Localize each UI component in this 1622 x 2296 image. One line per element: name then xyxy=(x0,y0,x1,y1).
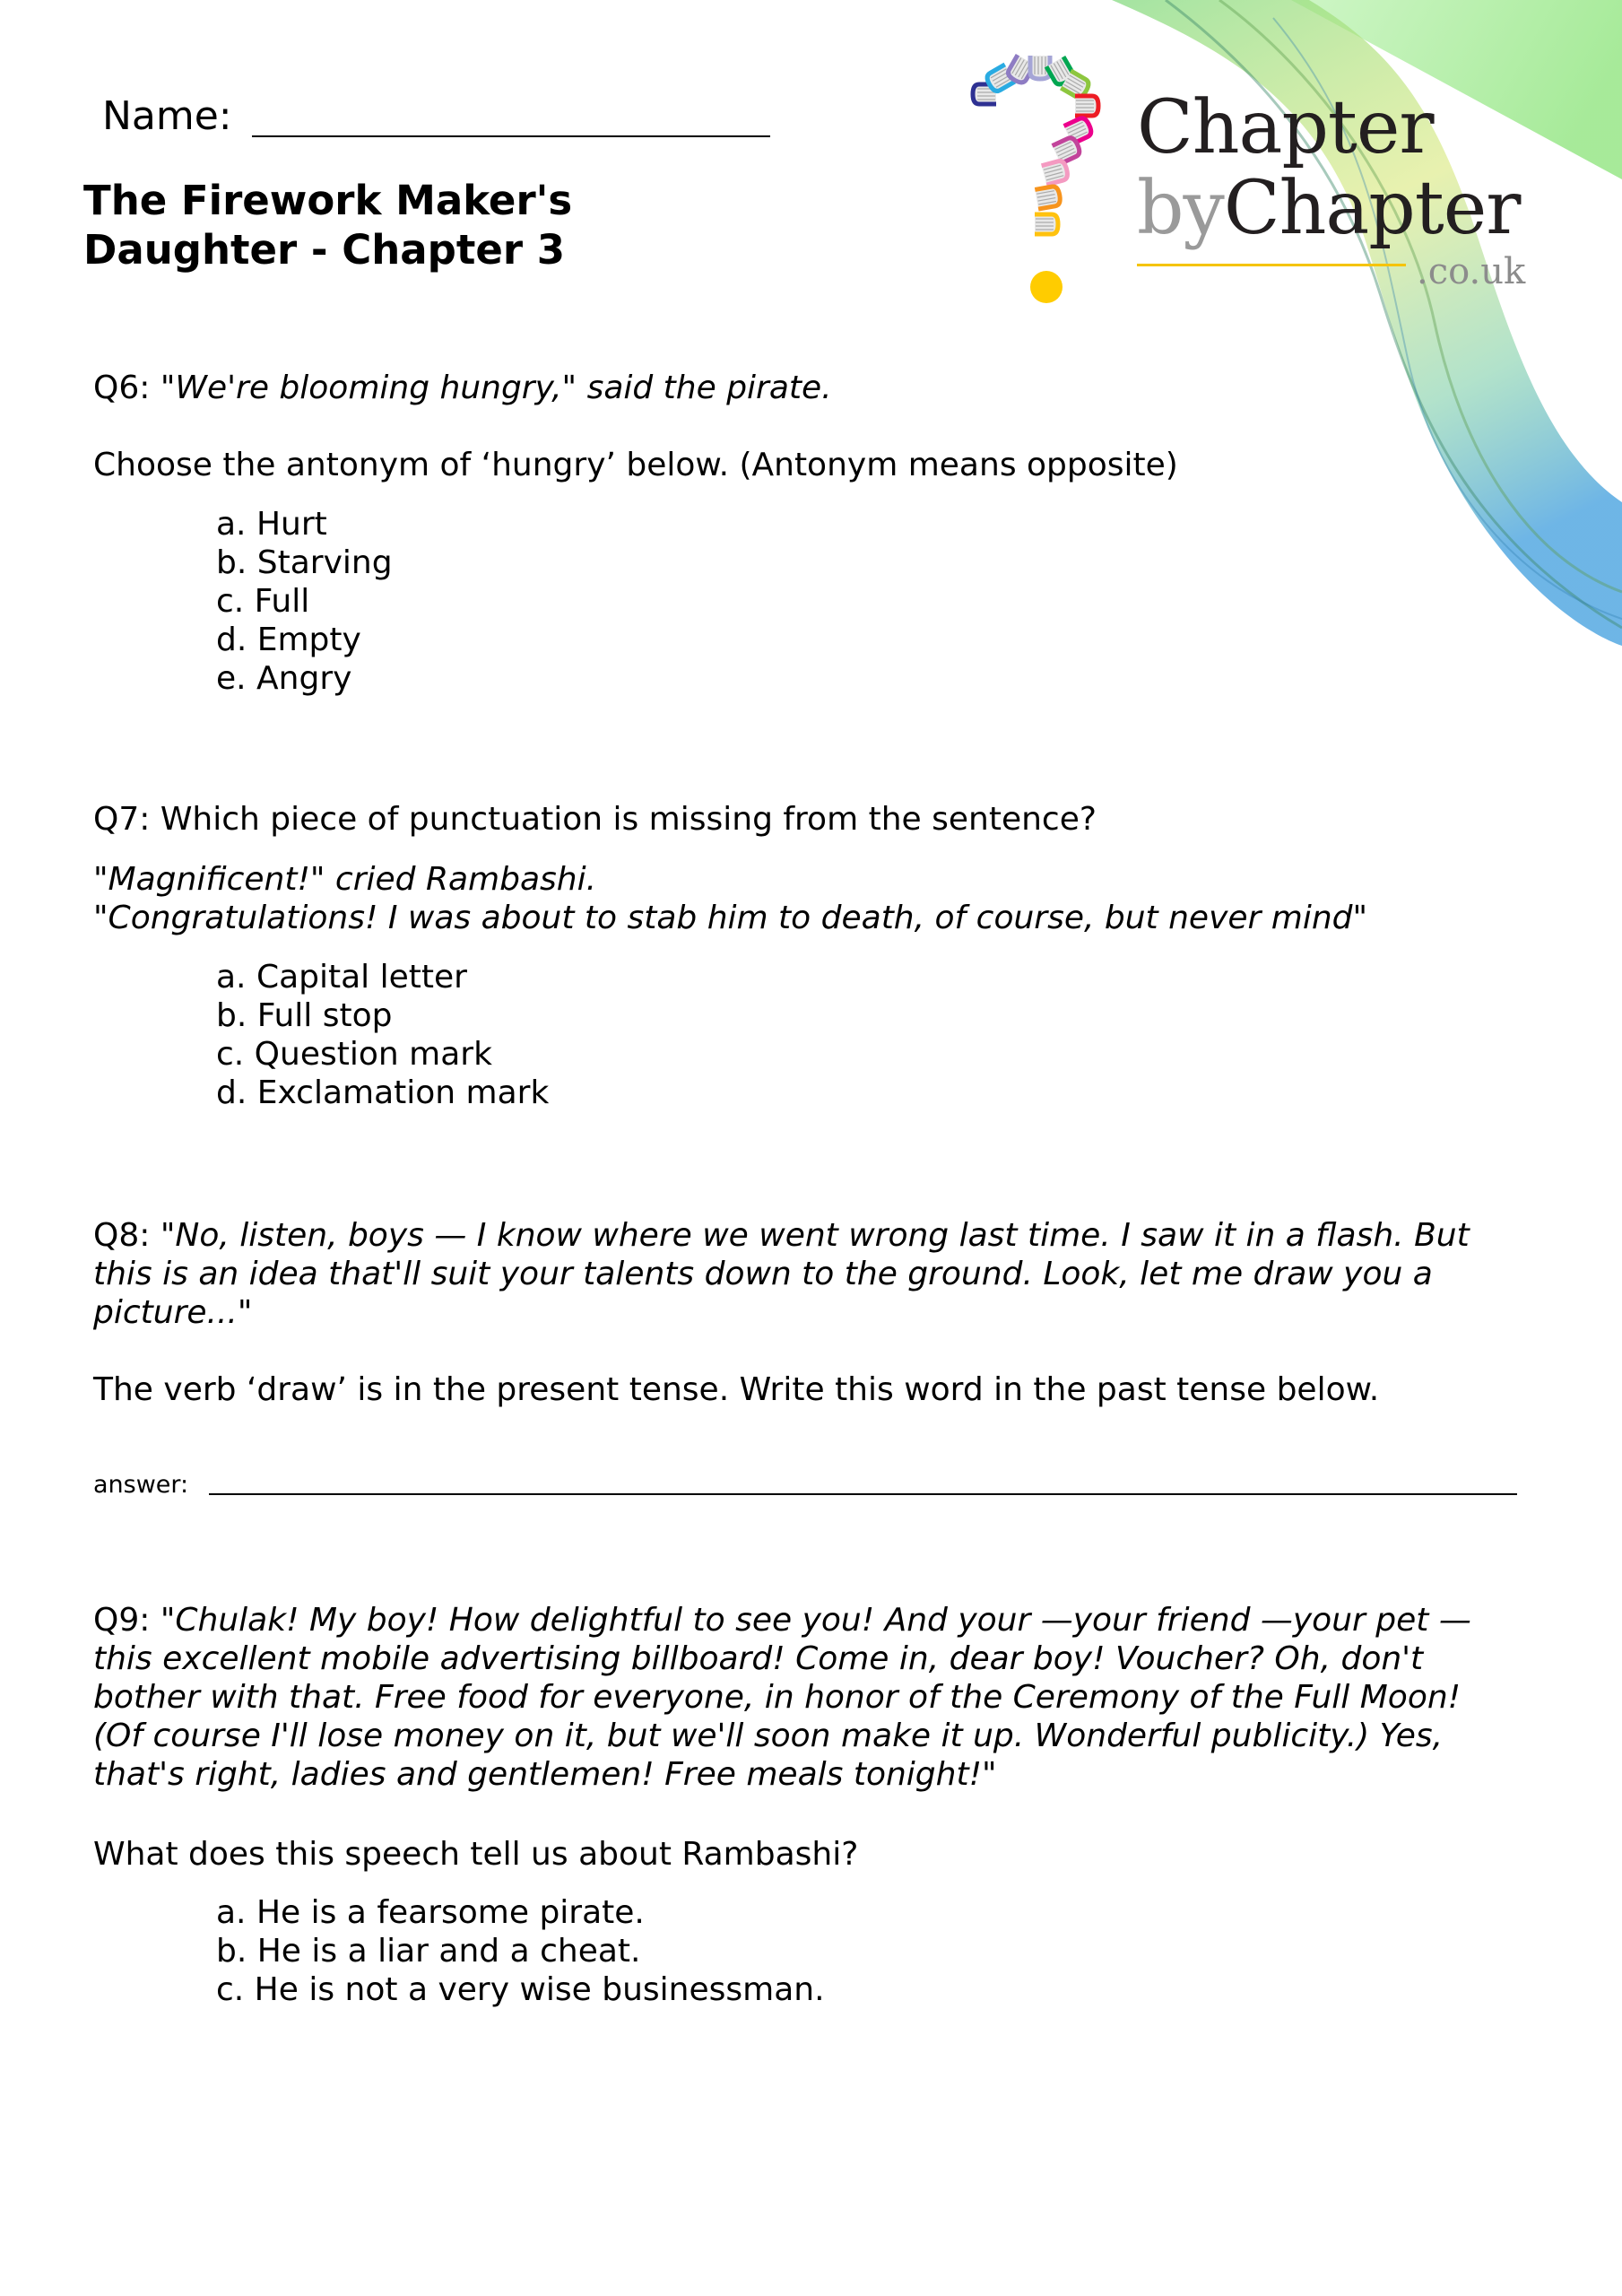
q6-option[interactable]: a. Hurt xyxy=(216,506,327,543)
q9-label: Q9: xyxy=(93,1602,151,1639)
q6-label: Q6: xyxy=(93,370,151,406)
q6-option[interactable]: b. Starving xyxy=(216,544,393,581)
q9-quote-line: that's right, ladies and gentlemen! Free meals tonight!" xyxy=(93,1756,997,1793)
q9-option[interactable]: b. He is a liar and a cheat. xyxy=(216,1933,641,1970)
logo-domain: .co.uk xyxy=(1417,251,1526,292)
q7-options xyxy=(216,958,549,1112)
q7-quote xyxy=(93,860,1367,937)
answer-label: answer: xyxy=(93,1471,189,1499)
q6-option[interactable]: e. Angry xyxy=(216,660,352,697)
name-label: Name: xyxy=(102,93,232,139)
name-field[interactable] xyxy=(102,93,770,140)
q6-options xyxy=(216,505,393,698)
logo-underline xyxy=(1137,264,1406,266)
q7-option[interactable]: a. Capital letter xyxy=(216,959,467,996)
title-line: Daughter - Chapter 3 xyxy=(83,226,566,274)
q9-options xyxy=(216,1893,825,2009)
q6-prompt: Choose the antonym of ‘hungry’ below. (Antonym means opposite) xyxy=(93,447,1178,483)
q8-quote-line: picture..." xyxy=(93,1294,253,1331)
q8-answer-field[interactable] xyxy=(93,1471,1517,1500)
q8-label: Q8: xyxy=(93,1217,151,1254)
book-question-mark-icon xyxy=(968,49,1121,309)
q7-option[interactable]: d. Exclamation mark xyxy=(216,1074,550,1111)
logo-word-bychapter xyxy=(1137,166,1521,251)
q7-quote-line: "Magnificent!" cried Rambashi. xyxy=(93,861,597,898)
logo-word-chapter: Chapter xyxy=(1137,85,1434,170)
name-underline[interactable] xyxy=(252,134,770,137)
q6-option[interactable]: c. Full xyxy=(216,583,310,620)
q8-quote-line: this is an idea that'll suit your talents down to the ground. Look, let me draw you a xyxy=(93,1256,1433,1292)
q6-option[interactable]: d. Empty xyxy=(216,622,361,658)
q9-option[interactable]: c. He is not a very wise businessman. xyxy=(216,1971,825,2008)
title-line: The Firework Maker's xyxy=(83,177,573,224)
logo-word-by: by xyxy=(1137,166,1224,251)
q6-question xyxy=(93,369,832,407)
q9-question xyxy=(93,1601,1471,1794)
chapter-by-chapter-logo xyxy=(968,45,1596,314)
answer-line[interactable] xyxy=(209,1493,1517,1495)
q9-quote-line: (Of course I'll lose money on it, but we'll soon make it up. Wonderful publicity.) Yes, xyxy=(93,1718,1444,1754)
book-icon xyxy=(1075,96,1098,116)
q9-option[interactable]: a. He is a fearsome pirate. xyxy=(216,1894,645,1931)
q9-quote-line: bother with that. Free food for everyone, in honor of the Ceremony of the Full Moon! xyxy=(93,1679,1462,1716)
logo-word-chapter2: Chapter xyxy=(1223,166,1521,251)
worksheet-title xyxy=(83,176,572,274)
q7-option[interactable]: b. Full stop xyxy=(216,997,393,1034)
q9-quote-line: this excellent mobile advertising billboard! Come in, dear boy! Voucher? Oh, don't xyxy=(93,1640,1424,1677)
q9-prompt: What does this speech tell us about Rambashi? xyxy=(93,1836,859,1873)
book-icon xyxy=(1035,214,1058,234)
book-icon xyxy=(1035,186,1061,209)
q8-question xyxy=(93,1216,1470,1332)
q6-quote: "We're blooming hungry," said the pirate. xyxy=(160,370,832,406)
q8-quote-line: "No, listen, boys — I know where we went wrong last time. I saw it in a flash. But xyxy=(160,1217,1470,1254)
book-icon xyxy=(1042,160,1070,185)
q9-quote-line: "Chulak! My boy! How delightful to see you! And your —your friend —your pet — xyxy=(160,1602,1471,1639)
q7-option[interactable]: c. Question mark xyxy=(216,1036,492,1073)
q7-quote-line: "Congratulations! I was about to stab him to death, of course, but never mind" xyxy=(93,900,1368,936)
q7-prompt: Q7: Which piece of punctuation is missing from the sentence? xyxy=(93,801,1097,838)
q8-prompt: The verb ‘draw’ is in the present tense. Write this word in the past tense below. xyxy=(93,1371,1380,1408)
